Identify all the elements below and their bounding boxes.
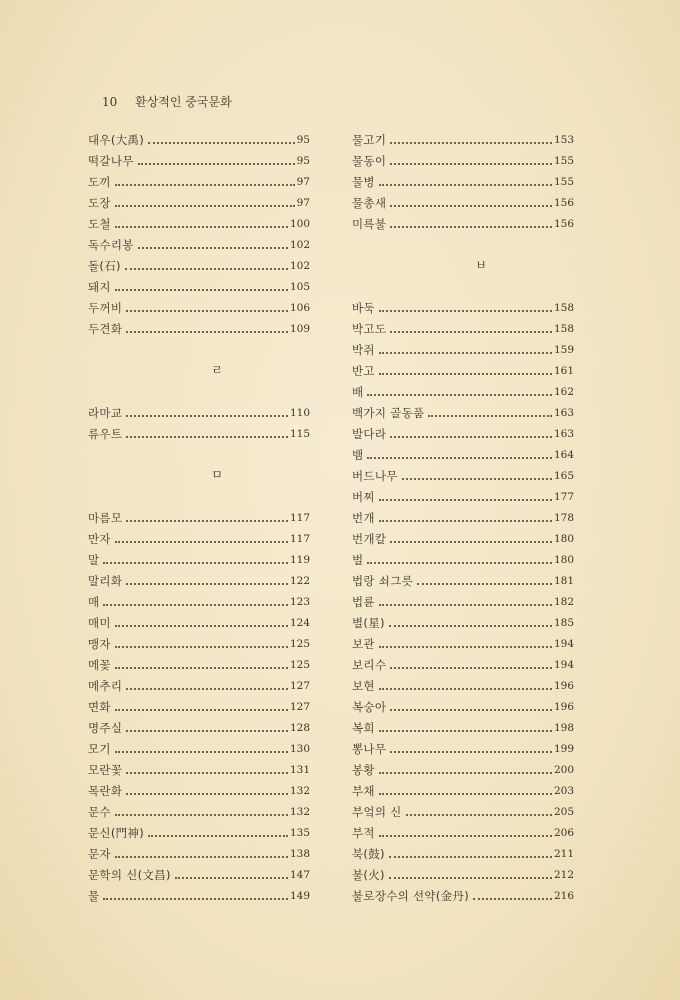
index-entry [352, 462, 574, 483]
index-page-number: 177 [553, 491, 574, 503]
index-term: 버찌 [352, 490, 375, 504]
index-term: 매미 [88, 616, 111, 630]
dot-leader [379, 646, 552, 648]
dot-leader [115, 856, 288, 858]
dot-leader [389, 856, 552, 858]
index-entry [352, 735, 574, 756]
dot-leader [389, 877, 552, 879]
dot-leader [115, 667, 288, 669]
dot-leader [379, 835, 552, 837]
index-term: 메추리 [88, 679, 123, 693]
index-term: 번개칼 [352, 532, 387, 546]
index-page-number: 155 [553, 155, 574, 167]
index-page-number: 156 [553, 197, 574, 209]
index-entry [88, 588, 310, 609]
index-term: 목란화 [88, 784, 123, 798]
index-page-number: 185 [553, 617, 574, 629]
index-column-left [88, 126, 310, 903]
page-header [102, 93, 232, 110]
dot-leader [390, 667, 552, 669]
dot-leader [115, 226, 288, 228]
index-page-number: 122 [289, 575, 310, 587]
dot-leader [126, 793, 288, 795]
index-page-number: 159 [553, 344, 574, 356]
spacer [88, 378, 310, 399]
index-page-number: 156 [553, 218, 574, 230]
dot-leader [126, 772, 288, 774]
index-page-number: 203 [553, 785, 574, 797]
index-term: 번개 [352, 511, 375, 525]
index-entry [352, 672, 574, 693]
index-page-number: 138 [289, 848, 310, 860]
index-entry [352, 882, 574, 903]
index-entry [352, 315, 574, 336]
index-page-number: 178 [553, 512, 574, 524]
dot-leader [379, 310, 552, 312]
index-term: 독수리봉 [88, 238, 134, 252]
dot-leader [390, 709, 552, 711]
section-heading: ㅂ [475, 258, 487, 272]
index-page-number: 127 [289, 680, 310, 692]
index-page-number: 109 [289, 323, 310, 335]
dot-leader [126, 436, 288, 438]
dot-leader [126, 520, 288, 522]
dot-leader [126, 730, 288, 732]
index-entry [88, 609, 310, 630]
index-term: 문학의 신(文昌) [88, 868, 171, 882]
index-page-number: 132 [289, 806, 310, 818]
index-term: 매 [88, 595, 100, 609]
index-term: 메꽃 [88, 658, 111, 672]
index-term: 대우(大禹) [88, 133, 144, 147]
index-page-number: 125 [289, 659, 310, 671]
index-page-number: 205 [553, 806, 574, 818]
index-entry [352, 189, 574, 210]
index-page-number: 161 [553, 365, 574, 377]
dot-leader [379, 793, 552, 795]
dot-leader [379, 604, 552, 606]
index-term: 보리수 [352, 658, 387, 672]
index-page-number: 125 [289, 638, 310, 650]
index-term: 두견화 [88, 322, 123, 336]
index-page-number: 102 [289, 260, 310, 272]
dot-leader [389, 625, 552, 627]
index-term: 맹자 [88, 637, 111, 651]
index-term: 별(星) [352, 616, 385, 630]
index-page-number: 194 [553, 659, 574, 671]
index-page-number: 212 [553, 869, 574, 881]
index-term: 물 [88, 889, 100, 903]
index-term: 류우트 [88, 427, 123, 441]
index-term: 말 [88, 553, 100, 567]
dot-leader [115, 205, 295, 207]
index-term: 부엌의 신 [352, 805, 402, 819]
index-entry [88, 714, 310, 735]
index-term: 돼지 [88, 280, 111, 294]
dot-leader [379, 730, 552, 732]
index-page-number: 196 [553, 680, 574, 692]
index-page-number: 158 [553, 302, 574, 314]
index-entry [88, 504, 310, 525]
index-term: 부채 [352, 784, 375, 798]
dot-leader [126, 310, 288, 312]
index-term: 물총새 [352, 196, 387, 210]
index-entry [88, 126, 310, 147]
index-page-number: 163 [553, 428, 574, 440]
index-term: 보관 [352, 637, 375, 651]
index-page-number: 132 [289, 785, 310, 797]
index-page-number: 181 [553, 575, 574, 587]
index-entry [352, 693, 574, 714]
index-term: 뱀 [352, 448, 364, 462]
index-page-number: 115 [289, 428, 310, 440]
index-entry [352, 588, 574, 609]
index-term: 떡갈나무 [88, 154, 134, 168]
index-page-number: 119 [289, 554, 310, 566]
index-entry [352, 840, 574, 861]
index-term: 반고 [352, 364, 375, 378]
index-term: 백가지 골동품 [352, 406, 425, 420]
index-term: 뽕나무 [352, 742, 387, 756]
index-page-number: 155 [553, 176, 574, 188]
dot-leader [115, 814, 288, 816]
index-term: 문수 [88, 805, 111, 819]
index-page-number: 199 [553, 743, 574, 755]
index-term: 북(鼓) [352, 847, 385, 861]
dot-leader [126, 583, 288, 585]
index-term: 문신(門神) [88, 826, 144, 840]
section-heading: ㄹ [211, 363, 223, 377]
dot-leader [126, 331, 288, 333]
index-page-number: 123 [289, 596, 310, 608]
index-term: 말리화 [88, 574, 123, 588]
index-term: 도철 [88, 217, 111, 231]
dot-leader [390, 226, 552, 228]
index-entry [88, 231, 310, 252]
index-page-number: 180 [553, 554, 574, 566]
dot-leader [103, 898, 288, 900]
index-entry [88, 651, 310, 672]
index-entry [88, 420, 310, 441]
index-term: 명주실 [88, 721, 123, 735]
index-entry [352, 714, 574, 735]
spacer [88, 441, 310, 462]
index-term: 마름모 [88, 511, 123, 525]
index-entry [352, 126, 574, 147]
index-entry [352, 294, 574, 315]
index-entry [88, 567, 310, 588]
index-page-number: 127 [289, 701, 310, 713]
index-entry [88, 630, 310, 651]
index-term: 박쥐 [352, 343, 375, 357]
dot-leader [138, 163, 295, 165]
index-term: 봉황 [352, 763, 375, 777]
dot-leader [103, 604, 288, 606]
dot-leader [115, 625, 288, 627]
dot-leader [390, 331, 552, 333]
index-page-number: 130 [289, 743, 310, 755]
dot-leader [379, 688, 552, 690]
index-entry [352, 777, 574, 798]
index-page-number: 206 [553, 827, 574, 839]
index-entry [352, 861, 574, 882]
index-entry [352, 630, 574, 651]
index-entry [88, 189, 310, 210]
index-entry [352, 441, 574, 462]
dot-leader [379, 373, 552, 375]
index-entry [88, 525, 310, 546]
dot-leader [126, 415, 288, 417]
dot-leader [379, 520, 552, 522]
index-page-number: 117 [289, 533, 310, 545]
dot-leader [390, 751, 552, 753]
index-term: 미륵불 [352, 217, 387, 231]
index-entry [352, 357, 574, 378]
index-page-number: 124 [289, 617, 310, 629]
dot-leader [115, 184, 295, 186]
index-term: 물병 [352, 175, 375, 189]
index-term: 부적 [352, 826, 375, 840]
dot-leader [428, 415, 552, 417]
index-entry [88, 315, 310, 336]
index-entry [352, 651, 574, 672]
index-term: 모란꽃 [88, 763, 123, 777]
index-page-number: 216 [553, 890, 574, 902]
section-heading: ㅁ [211, 468, 223, 482]
index-entry [352, 567, 574, 588]
dot-leader [125, 268, 288, 270]
index-entry [352, 525, 574, 546]
index-term: 벌 [352, 553, 364, 567]
index-term: 법륜 [352, 595, 375, 609]
index-page-number: 106 [289, 302, 310, 314]
index-term: 불로장수의 선약(金丹) [352, 889, 469, 903]
dot-leader [390, 142, 552, 144]
index-entry [352, 756, 574, 777]
index-page-number: 149 [289, 890, 310, 902]
index-page-number: 196 [553, 701, 574, 713]
index-entry [88, 294, 310, 315]
index-page-number: 110 [289, 407, 310, 419]
index-entry [88, 861, 310, 882]
index-entry [352, 819, 574, 840]
index-entry [352, 378, 574, 399]
dot-leader [417, 583, 552, 585]
index-page-number: 194 [553, 638, 574, 650]
dot-leader [379, 352, 552, 354]
dot-leader [367, 457, 552, 459]
index-page-number: 180 [553, 533, 574, 545]
index-entry [352, 504, 574, 525]
index-entry [88, 210, 310, 231]
index-page-number: 153 [553, 134, 574, 146]
index-entry [88, 798, 310, 819]
index-entry [88, 777, 310, 798]
book-title: 환상적인 중국문화 [135, 95, 232, 109]
index-term: 복희 [352, 721, 375, 735]
index-page-number: 95 [296, 134, 310, 146]
index-page-number: 163 [553, 407, 574, 419]
index-page-number: 135 [289, 827, 310, 839]
index-entry [88, 756, 310, 777]
dot-leader [126, 688, 288, 690]
dot-leader [379, 772, 552, 774]
index-page-number: 131 [289, 764, 310, 776]
dot-leader [148, 835, 288, 837]
index-entry [88, 147, 310, 168]
dot-leader [473, 898, 552, 900]
dot-leader [379, 184, 552, 186]
index-term: 불(火) [352, 868, 385, 882]
index-page-number: 97 [296, 176, 310, 188]
dot-leader [115, 709, 288, 711]
index-entry [88, 273, 310, 294]
dot-leader [390, 436, 552, 438]
dot-leader [175, 877, 288, 879]
index-term: 바둑 [352, 301, 375, 315]
index-entry [352, 798, 574, 819]
index-term: 물동이 [352, 154, 387, 168]
dot-leader [390, 541, 552, 543]
index-entry [88, 252, 310, 273]
index-page-number: 100 [289, 218, 310, 230]
index-page-number: 200 [553, 764, 574, 776]
index-page-number: 198 [553, 722, 574, 734]
dot-leader [390, 163, 552, 165]
index-term: 돌(石) [88, 259, 121, 273]
index-term: 물고기 [352, 133, 387, 147]
dot-leader [148, 142, 295, 144]
index-column-right [352, 126, 574, 903]
index-entry [88, 168, 310, 189]
index-term: 버드나무 [352, 469, 398, 483]
dot-leader [379, 499, 552, 501]
spacer [88, 483, 310, 504]
index-entry [352, 399, 574, 420]
index-entry [352, 546, 574, 567]
index-term: 복숭아 [352, 700, 387, 714]
spacer [352, 273, 574, 294]
index-term: 도끼 [88, 175, 111, 189]
spacer [352, 231, 574, 252]
index-term: 배 [352, 385, 364, 399]
index-term: 발다라 [352, 427, 387, 441]
dot-leader [115, 751, 288, 753]
index-page-number: 97 [296, 197, 310, 209]
index-term: 모기 [88, 742, 111, 756]
index-entry [352, 420, 574, 441]
dot-leader [402, 478, 552, 480]
page-number: 10 [102, 95, 118, 109]
index-page-number: 162 [553, 386, 574, 398]
dot-leader [115, 646, 288, 648]
index-term: 두꺼비 [88, 301, 123, 315]
index-page-number: 105 [289, 281, 310, 293]
index-entry [88, 735, 310, 756]
index-entry [88, 840, 310, 861]
index-term: 도장 [88, 196, 111, 210]
index-entry [88, 399, 310, 420]
index-entry [352, 483, 574, 504]
index-page-number: 211 [553, 848, 574, 860]
dot-leader [115, 289, 288, 291]
dot-leader [367, 394, 552, 396]
dot-leader [115, 541, 288, 543]
index-entry [88, 672, 310, 693]
index-page-number: 165 [553, 470, 574, 482]
index-page-number: 117 [289, 512, 310, 524]
index-page-number: 147 [289, 869, 310, 881]
index-entry [88, 819, 310, 840]
index-entry [88, 882, 310, 903]
index-entry [352, 168, 574, 189]
index-page-number: 164 [553, 449, 574, 461]
index-page-number: 102 [289, 239, 310, 251]
index-entry [352, 210, 574, 231]
index-page-number: 158 [553, 323, 574, 335]
index-page-number: 182 [553, 596, 574, 608]
index-page-number: 128 [289, 722, 310, 734]
index-term: 법랑 쇠그릇 [352, 574, 413, 588]
index-entry [352, 147, 574, 168]
dot-leader [138, 247, 288, 249]
spacer [88, 336, 310, 357]
dot-leader [367, 562, 552, 564]
dot-leader [103, 562, 288, 564]
index-page-number: 95 [296, 155, 310, 167]
index-entry [88, 693, 310, 714]
index-term: 만자 [88, 532, 111, 546]
index-term: 문자 [88, 847, 111, 861]
index-entry [352, 609, 574, 630]
dot-leader [390, 205, 552, 207]
dot-leader [406, 814, 552, 816]
index-term: 라마교 [88, 406, 123, 420]
index-entry [88, 546, 310, 567]
index-term: 보현 [352, 679, 375, 693]
index-term: 박고도 [352, 322, 387, 336]
index-term: 면화 [88, 700, 111, 714]
index-entry [352, 336, 574, 357]
